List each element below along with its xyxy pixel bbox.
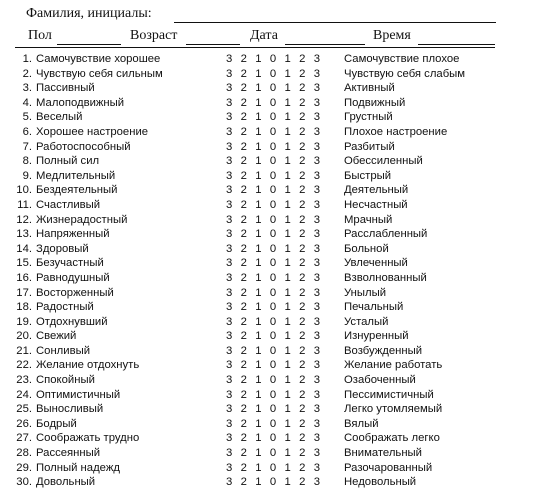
item-row — [0, 198, 549, 213]
item-number: 2. — [22, 67, 32, 80]
item-scale[interactable]: 3 2 1 0 1 2 3 — [226, 476, 323, 489]
item-row — [0, 315, 549, 330]
item-right-state: Плохое настроение — [344, 125, 448, 138]
item-scale[interactable]: 3 2 1 0 1 2 3 — [226, 359, 323, 372]
item-right-state: Внимательный — [344, 447, 422, 460]
item-scale[interactable]: 3 2 1 0 1 2 3 — [226, 242, 323, 255]
item-left-state: Хорошее настроение — [36, 125, 149, 138]
item-scale[interactable]: 3 2 1 0 1 2 3 — [226, 301, 323, 314]
item-right-state: Чувствую себя слабым — [344, 67, 466, 80]
item-number: 13. — [16, 228, 32, 241]
item-scale[interactable]: 3 2 1 0 1 2 3 — [226, 111, 323, 124]
item-right-state: Соображать легко — [344, 432, 440, 445]
item-number: 5. — [22, 111, 32, 124]
item-number: 18. — [16, 301, 32, 314]
item-scale[interactable]: 3 2 1 0 1 2 3 — [226, 53, 323, 65]
age-label: Возраст — [130, 28, 178, 43]
sex-field[interactable] — [57, 44, 121, 45]
item-scale[interactable]: 3 2 1 0 1 2 3 — [226, 388, 323, 401]
item-row — [0, 96, 549, 111]
item-row — [0, 446, 549, 461]
item-number: 4. — [22, 96, 32, 109]
item-right-state: Изнуренный — [344, 330, 409, 343]
item-left-state: Чувствую себя сильным — [36, 67, 163, 80]
item-left-state: Восторженный — [36, 286, 114, 299]
item-row — [0, 110, 549, 125]
item-scale[interactable]: 3 2 1 0 1 2 3 — [226, 155, 323, 168]
item-number: 29. — [16, 461, 32, 474]
item-row — [0, 81, 549, 96]
item-number: 16. — [16, 271, 32, 284]
item-number: 28. — [16, 447, 32, 460]
item-right-state: Возбужденный — [344, 344, 423, 357]
item-scale[interactable]: 3 2 1 0 1 2 3 — [226, 417, 323, 430]
age-field[interactable] — [186, 44, 240, 45]
item-left-state: Желание отдохнуть — [36, 359, 140, 372]
item-right-state: Усталый — [344, 315, 389, 328]
item-left-state: Оптимистичный — [36, 388, 121, 401]
item-scale[interactable]: 3 2 1 0 1 2 3 — [226, 169, 323, 182]
item-number: 17. — [16, 286, 32, 299]
item-number: 1. — [22, 53, 32, 65]
item-scale[interactable]: 3 2 1 0 1 2 3 — [226, 125, 323, 138]
item-number: 10. — [16, 184, 32, 197]
item-row — [0, 256, 549, 271]
item-left-state: Самочувствие хорошее — [36, 53, 161, 65]
item-row — [0, 271, 549, 286]
item-number: 20. — [16, 330, 32, 343]
item-right-state: Деятельный — [344, 184, 409, 197]
item-scale[interactable]: 3 2 1 0 1 2 3 — [226, 228, 323, 241]
item-right-state: Быстрый — [344, 169, 392, 182]
item-scale[interactable]: 3 2 1 0 1 2 3 — [226, 403, 323, 416]
item-scale[interactable]: 3 2 1 0 1 2 3 — [226, 286, 323, 299]
name-label: Фамилия, инициалы: — [26, 6, 152, 21]
item-number: 26. — [16, 417, 32, 430]
item-number: 6. — [22, 125, 32, 138]
item-number: 3. — [22, 82, 32, 95]
item-left-state: Напряженный — [36, 228, 110, 241]
item-row — [0, 125, 549, 140]
item-scale[interactable]: 3 2 1 0 1 2 3 — [226, 67, 323, 80]
item-number: 15. — [16, 257, 32, 270]
item-row — [0, 227, 549, 242]
item-right-state: Увлеченный — [344, 257, 408, 270]
item-row — [0, 461, 549, 476]
item-right-state: Взволнованный — [344, 271, 427, 284]
item-scale[interactable]: 3 2 1 0 1 2 3 — [226, 330, 323, 343]
item-right-state: Грустный — [344, 111, 393, 124]
item-right-state: Подвижный — [344, 96, 406, 109]
item-scale[interactable]: 3 2 1 0 1 2 3 — [226, 213, 323, 226]
item-number: 7. — [22, 140, 32, 153]
item-right-state: Недовольный — [344, 476, 417, 489]
item-scale[interactable]: 3 2 1 0 1 2 3 — [226, 198, 323, 211]
item-scale[interactable]: 3 2 1 0 1 2 3 — [226, 271, 323, 284]
item-right-state: Несчастный — [344, 198, 408, 211]
header-divider — [15, 47, 495, 48]
item-row — [0, 344, 549, 359]
item-left-state: Веселый — [36, 111, 83, 124]
item-row — [0, 183, 549, 198]
item-number: 21. — [16, 344, 32, 357]
item-scale[interactable]: 3 2 1 0 1 2 3 — [226, 447, 323, 460]
item-row — [0, 67, 549, 82]
item-left-state: Полный сил — [36, 155, 100, 168]
item-scale[interactable]: 3 2 1 0 1 2 3 — [226, 315, 323, 328]
item-right-state: Унылый — [344, 286, 387, 299]
item-left-state: Работоспособный — [36, 140, 131, 153]
item-right-state: Расслабленный — [344, 228, 428, 241]
item-left-state: Бодрый — [36, 417, 77, 430]
item-left-state: Здоровый — [36, 242, 89, 255]
item-number: 30. — [16, 476, 32, 489]
item-scale[interactable]: 3 2 1 0 1 2 3 — [226, 96, 323, 109]
item-right-state: Самочувствие плохое — [344, 53, 460, 65]
item-number: 11. — [17, 198, 32, 211]
item-number: 27. — [16, 432, 32, 445]
item-right-state: Разбитый — [344, 140, 395, 153]
item-left-state: Счастливый — [36, 198, 101, 211]
item-row — [0, 286, 549, 301]
item-left-state: Соображать трудно — [36, 432, 140, 445]
item-right-state: Разочарованный — [344, 461, 433, 474]
item-left-state: Полный надежд — [36, 461, 120, 474]
item-row — [0, 300, 549, 315]
item-right-state: Пессимистичный — [344, 388, 434, 401]
item-right-state: Желание работать — [344, 359, 443, 372]
item-right-state: Легко утомляемый — [344, 403, 443, 416]
item-left-state: Отдохнувший — [36, 315, 108, 328]
item-scale[interactable]: 3 2 1 0 1 2 3 — [226, 432, 323, 445]
item-left-state: Выносливый — [36, 403, 104, 416]
item-row — [0, 417, 549, 432]
item-scale[interactable]: 3 2 1 0 1 2 3 — [226, 374, 323, 387]
item-left-state: Безучастный — [36, 257, 104, 270]
item-left-state: Медлительный — [36, 169, 116, 182]
item-left-state: Жизнерадостный — [36, 213, 128, 226]
item-number: 23. — [16, 374, 32, 387]
item-right-state: Больной — [344, 242, 389, 255]
item-number: 22. — [16, 359, 32, 372]
item-number: 24. — [16, 388, 32, 401]
item-left-state: Свежий — [36, 330, 77, 343]
item-number: 8. — [22, 155, 32, 168]
item-left-state: Сонливый — [36, 344, 91, 357]
item-row — [0, 154, 549, 169]
item-left-state: Радостный — [36, 301, 94, 314]
item-left-state: Малоподвижный — [36, 96, 125, 109]
item-right-state: Печальный — [344, 301, 404, 314]
item-left-state: Пассивный — [36, 82, 95, 95]
item-row — [0, 373, 549, 388]
item-scale[interactable]: 3 2 1 0 1 2 3 — [226, 82, 323, 95]
sex-label: Пол — [28, 28, 52, 43]
item-row — [0, 431, 549, 446]
item-left-state: Довольный — [36, 476, 96, 489]
item-right-state: Мрачный — [344, 213, 393, 226]
item-scale[interactable]: 3 2 1 0 1 2 3 — [226, 140, 323, 153]
item-row — [0, 475, 549, 490]
item-row — [0, 242, 549, 257]
item-row — [0, 169, 549, 184]
item-number: 14. — [16, 242, 32, 255]
item-number: 9. — [22, 169, 32, 182]
item-row — [0, 213, 549, 228]
item-number: 12. — [16, 213, 32, 226]
item-right-state: Озабоченный — [344, 374, 416, 387]
item-left-state: Рассеянный — [36, 447, 101, 460]
date-label: Дата — [250, 28, 278, 43]
item-number: 25. — [16, 403, 32, 416]
item-row — [0, 52, 549, 67]
item-scale[interactable]: 3 2 1 0 1 2 3 — [226, 344, 323, 357]
item-scale[interactable]: 3 2 1 0 1 2 3 — [226, 461, 323, 474]
item-left-state: Равнодушный — [36, 271, 110, 284]
name-field[interactable] — [174, 22, 496, 23]
item-row — [0, 388, 549, 403]
item-right-state: Вялый — [344, 417, 379, 430]
item-scale[interactable]: 3 2 1 0 1 2 3 — [226, 184, 323, 197]
date-field[interactable] — [285, 44, 365, 45]
item-row — [0, 402, 549, 417]
item-row — [0, 329, 549, 344]
item-right-state: Обессиленный — [344, 155, 423, 168]
item-row — [0, 358, 549, 373]
item-left-state: Бездеятельный — [36, 184, 118, 197]
time-label: Время — [373, 28, 411, 43]
item-number: 19. — [16, 315, 32, 328]
time-field[interactable] — [418, 44, 495, 45]
item-list — [0, 52, 549, 490]
item-left-state: Спокойный — [36, 374, 95, 387]
item-right-state: Активный — [344, 82, 395, 95]
item-scale[interactable]: 3 2 1 0 1 2 3 — [226, 257, 323, 270]
item-row — [0, 140, 549, 155]
